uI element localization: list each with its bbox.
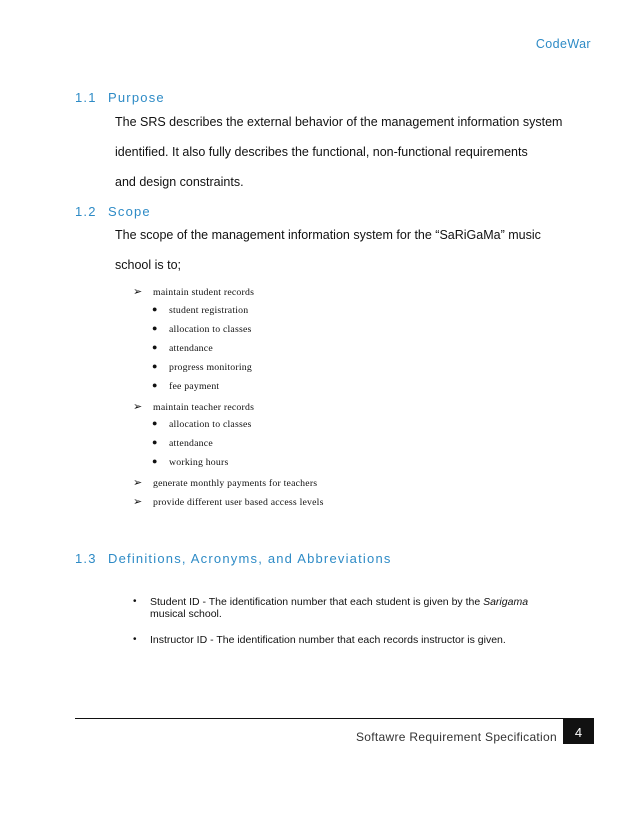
- scope-item-label: provide different user based access levels: [153, 497, 324, 508]
- scope-subitem-label: progress monitoring: [169, 362, 252, 373]
- dot-bullet-icon: ●: [152, 323, 158, 333]
- paragraph-line: The scope of the management information system for the “SaRiGaMa” music: [115, 228, 541, 242]
- scope-subitem: [152, 381, 219, 392]
- section-number: 1.1: [75, 90, 97, 105]
- footer-divider: [75, 718, 563, 719]
- arrow-bullet-icon: ➢: [133, 477, 143, 489]
- scope-item: [133, 400, 254, 413]
- paragraph-line: school is to;: [115, 258, 182, 272]
- definition-item: [133, 596, 553, 620]
- scope-subitem-label: working hours: [169, 457, 229, 468]
- scope-subitem-label: allocation to classes: [169, 324, 252, 335]
- section-title: Definitions, Acronyms, and Abbreviations: [108, 551, 392, 566]
- definition-text: Instructor ID - The identification number that each records instructor is given.: [150, 634, 506, 646]
- scope-item-label: generate monthly payments for teachers: [153, 478, 318, 489]
- dot-bullet-icon: ●: [152, 304, 158, 314]
- section-title: Purpose: [108, 90, 165, 105]
- scope-subitem: [152, 438, 213, 449]
- scope-subitem-label: student registration: [169, 305, 249, 316]
- definitions-list: [133, 596, 553, 660]
- paragraph-line: and design constraints.: [115, 175, 244, 189]
- scope-subitem-label: fee payment: [169, 381, 220, 392]
- dot-bullet-icon: •: [133, 596, 137, 607]
- dot-bullet-icon: ●: [152, 361, 158, 371]
- scope-subitem-label: allocation to classes: [169, 419, 252, 430]
- footer-title: Softawre Requirement Specification: [356, 730, 557, 744]
- scope-item-label: maintain student records: [153, 287, 255, 298]
- scope-item-label: maintain teacher records: [153, 402, 255, 413]
- purpose-paragraph: [115, 107, 585, 197]
- arrow-bullet-icon: ➢: [133, 401, 143, 413]
- scope-subitem: [152, 324, 252, 335]
- scope-item: [133, 476, 317, 489]
- definition-text: Student ID - The identification number that each student is given by the: [150, 596, 484, 608]
- paragraph-line: The SRS describes the external behavior of the management information system: [115, 115, 563, 129]
- section-number: 1.3: [75, 551, 97, 566]
- definition-item: [133, 634, 553, 646]
- dot-bullet-icon: ●: [152, 380, 158, 390]
- scope-item: [133, 285, 254, 298]
- scope-subitem-label: attendance: [169, 343, 213, 354]
- scope-paragraph: [115, 220, 585, 280]
- scope-item: [133, 495, 324, 508]
- scope-subitem: [152, 457, 228, 468]
- arrow-bullet-icon: ➢: [133, 286, 143, 298]
- definition-text-end: musical school.: [150, 608, 222, 620]
- scope-subitem: [152, 343, 213, 354]
- dot-bullet-icon: ●: [152, 437, 158, 447]
- dot-bullet-icon: ●: [152, 342, 158, 352]
- scope-subitem: [152, 305, 248, 316]
- definition-emphasis: Sarigama: [483, 596, 529, 608]
- page-header-label: CodeWar: [535, 37, 591, 51]
- section-number: 1.2: [75, 204, 97, 219]
- dot-bullet-icon: •: [133, 634, 137, 645]
- scope-subitem-label: attendance: [169, 438, 213, 449]
- arrow-bullet-icon: ➢: [133, 496, 143, 508]
- paragraph-line: identified. It also fully describes the functional, non-functional requirements: [115, 145, 528, 159]
- section-heading-purpose: [75, 90, 165, 105]
- dot-bullet-icon: ●: [152, 418, 158, 428]
- section-heading-scope: [75, 204, 151, 219]
- section-title: Scope: [108, 204, 151, 219]
- dot-bullet-icon: ●: [152, 456, 158, 466]
- section-heading-definitions: [75, 551, 392, 566]
- scope-subitem: [152, 362, 252, 373]
- page-number: 4: [563, 718, 594, 744]
- scope-subitem: [152, 419, 252, 430]
